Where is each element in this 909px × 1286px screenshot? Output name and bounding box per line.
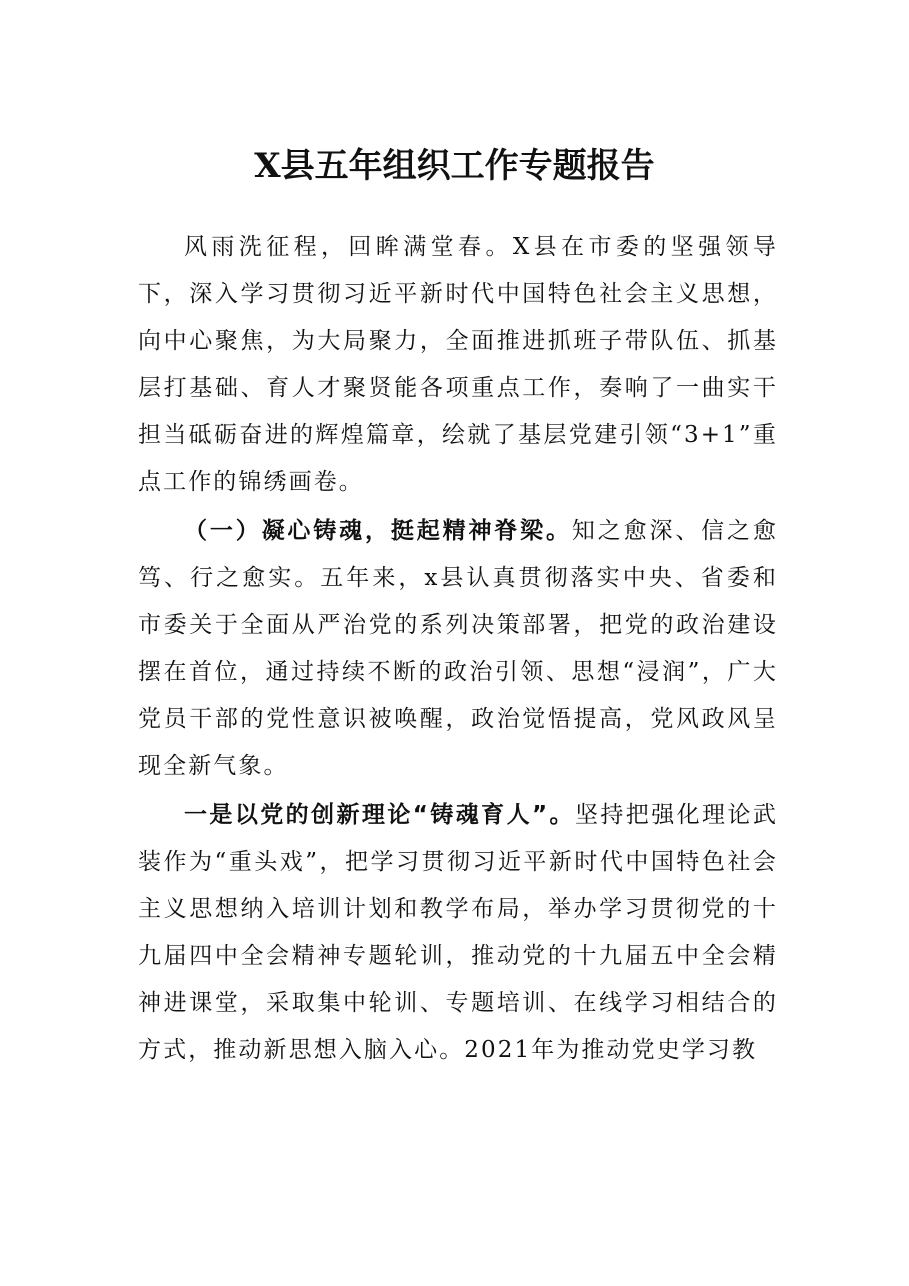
paragraph-text: 风雨洗征程，回眸满堂春。X县在市委的坚强领导下，深入学习贯彻习近平新时代中国特色社会主义思想，向中心聚焦，为大局聚力，全面推进抓班子带队伍、抓基层打基础、育人才聚贤能各项重点工作，奏响了一曲实干担当砥砺奋进的辉煌篇章，绘就了基层党建引领“3+1”重点工作的锦绣画卷。 <box>138 234 778 495</box>
paragraph-lead: 一是以党的创新理论“铸魂育人”。 <box>184 802 575 828</box>
paragraph-lead: （一）凝心铸魂，挺起精神脊梁。 <box>184 518 572 544</box>
paragraph-text: 坚持把强化理论武装作为“重头戏”，把学习贯彻习近平新时代中国特色社会主义思想纳入培训计划和教学布局，举办学习贯彻党的十九届四中全会精神专题轮训，推动党的十九届五中全会精神进课堂，采取集中轮训、专题培训、在线学习相结合的方式，推动新思想入脑入心。2021年为推动党史学习教 <box>138 802 778 1063</box>
paragraph-intro <box>138 224 778 506</box>
document-body <box>138 224 778 1074</box>
paragraph-text: 知之愈深、信之愈笃、行之愈实。五年来，x县认真贯彻落实中央、省委和市委关于全面从严治党的系列决策部署，把党的政治建设摆在首位，通过持续不断的政治引领、思想“浸润”，广大党员干部的党性意识被唤醒，政治觉悟提高，党风政风呈现全新气象。 <box>138 518 779 779</box>
paragraph-section-one <box>138 508 778 790</box>
document-title: X县五年组织工作专题报告 <box>254 146 655 186</box>
paragraph-point-one <box>138 792 778 1074</box>
